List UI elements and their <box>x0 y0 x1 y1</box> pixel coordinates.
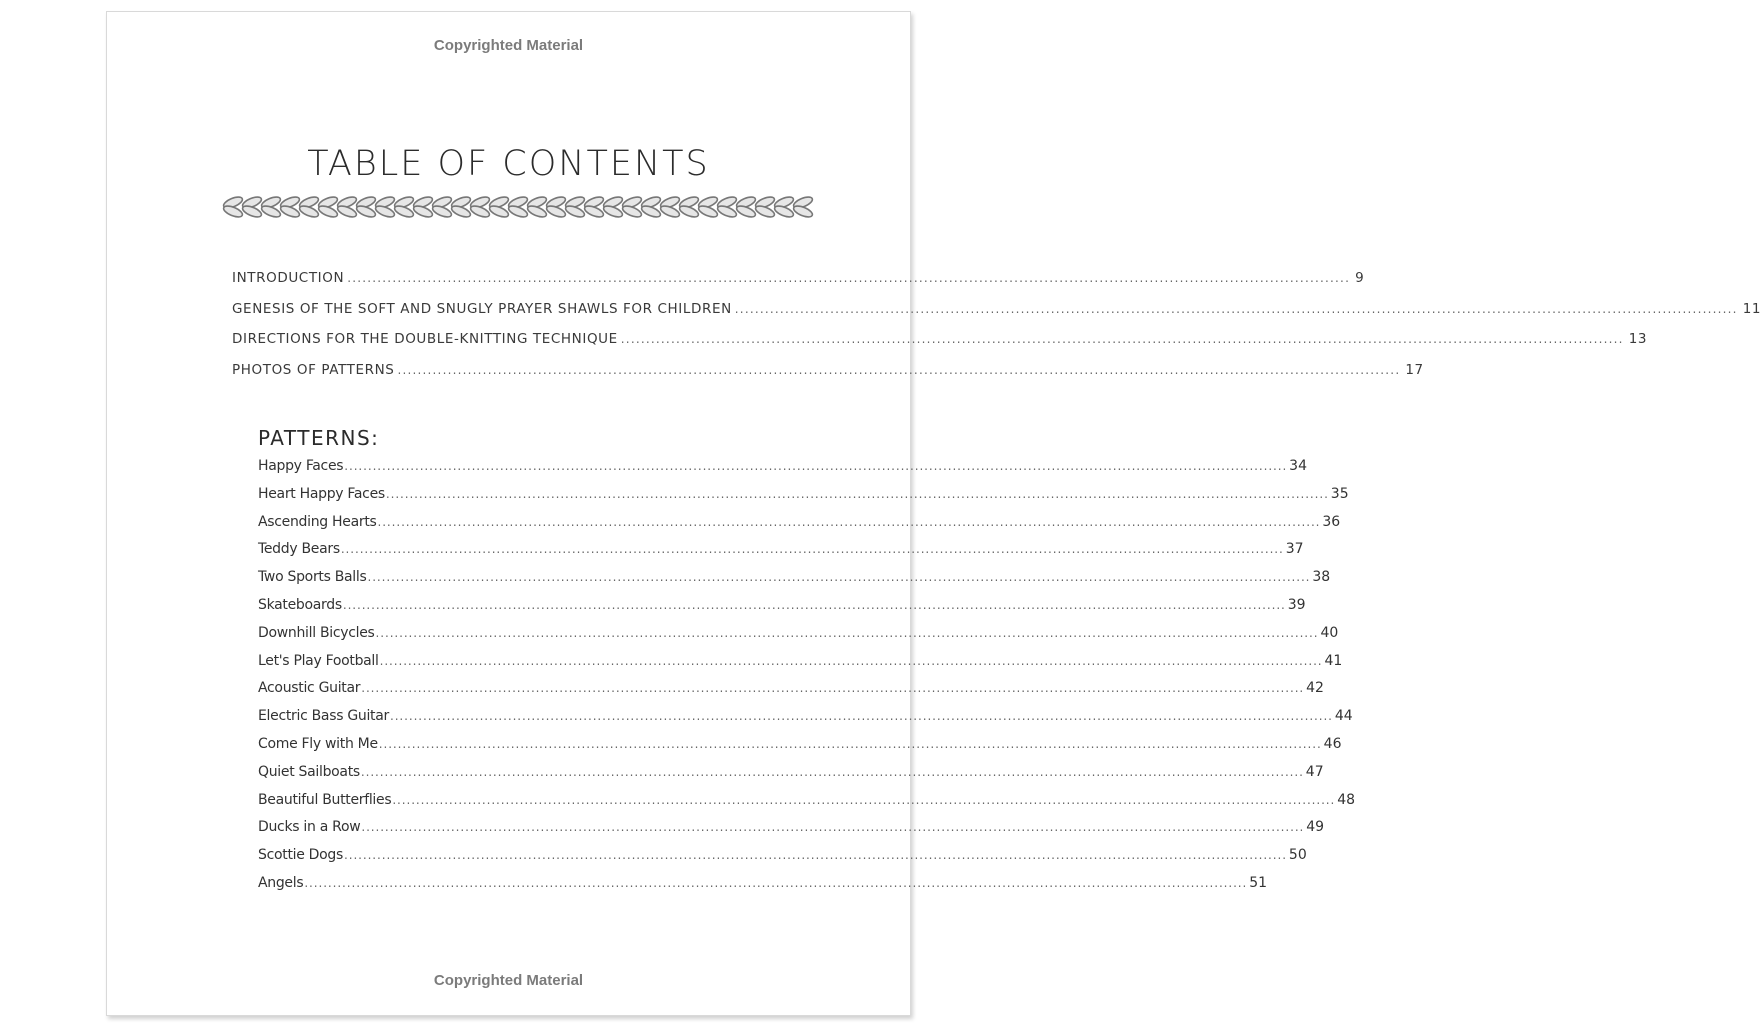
toc-entry-label: INTRODUCTION <box>232 270 345 286</box>
knit-braid-divider-icon <box>225 192 817 222</box>
dot-leader: ........................................................................................................................................................................................................ <box>360 764 1304 779</box>
pattern-entry-page: 35 <box>1330 485 1349 502</box>
pattern-entry[interactable] <box>258 569 1331 597</box>
patterns-list <box>258 458 1356 903</box>
dot-leader: ........................................................................................................................................................................................................ <box>361 681 1305 696</box>
pattern-entry-page: 51 <box>1249 874 1268 891</box>
pattern-entry[interactable] <box>258 652 1343 681</box>
pattern-entry-page: 41 <box>1324 652 1343 669</box>
pattern-entry-page: 49 <box>1306 819 1325 836</box>
toc-entry-page: 9 <box>1355 270 1365 286</box>
pattern-entry-page: 39 <box>1287 596 1306 613</box>
pattern-entry[interactable] <box>258 458 1307 486</box>
pattern-entry-page: 44 <box>1334 708 1353 725</box>
dot-leader: ........................................................................................................................................................................................................ <box>344 459 1288 473</box>
toc-main-list <box>232 270 1761 393</box>
toc-entry-label: PHOTOS OF PATTERNS <box>232 362 395 379</box>
pattern-entry[interactable] <box>258 791 1356 820</box>
dot-leader: ........................................................................................................................................................................................................ <box>378 736 1322 751</box>
dot-leader: ........................................................................................................................................................................................................ <box>375 625 1319 640</box>
pattern-entry[interactable] <box>258 680 1324 708</box>
book-page <box>106 11 1761 1016</box>
toc-entry[interactable] <box>232 331 1648 362</box>
pattern-entry-label: Teddy Bears <box>258 541 340 558</box>
dot-leader: ........................................................................................................................................................................................................ <box>385 486 1329 501</box>
toc-entry[interactable] <box>232 362 1424 393</box>
toc-entry-page: 13 <box>1628 331 1648 348</box>
pattern-entry-page: 47 <box>1305 763 1324 780</box>
pattern-entry[interactable] <box>258 513 1341 542</box>
pattern-entry-label: Ascending Hearts <box>258 513 377 530</box>
dot-leader: ........................................................................................................................................................................................................ <box>340 542 1284 557</box>
dot-leader: ........................................................................................................................................................................................................ <box>734 301 1738 316</box>
copyright-watermark-top: Copyrighted Material <box>433 37 584 54</box>
dot-leader: ........................................................................................................................................................................................................ <box>344 848 1287 863</box>
pattern-entry-page: 42 <box>1306 680 1324 697</box>
pattern-entry-label: Scottie Dogs <box>258 847 344 864</box>
pattern-entry[interactable] <box>258 819 1325 847</box>
pattern-entry-page: 46 <box>1323 735 1342 752</box>
pattern-entry[interactable] <box>258 485 1349 514</box>
dot-leader: ........................................................................................................................................................................................................ <box>361 820 1305 835</box>
dot-leader: ........................................................................................................................................................................................................ <box>397 363 1401 378</box>
pattern-entry[interactable] <box>258 763 1324 792</box>
toc-entry[interactable] <box>232 270 1365 301</box>
pattern-entry[interactable] <box>258 624 1339 653</box>
pattern-entry[interactable] <box>258 541 1304 569</box>
pattern-entry-page: 34 <box>1289 458 1307 474</box>
pattern-entry-label: Beautiful Butterflies <box>258 791 392 808</box>
pattern-entry[interactable] <box>258 596 1306 625</box>
toc-entry-label: DIRECTIONS FOR THE DOUBLE-KNITTING TECHNIQUE <box>232 331 618 348</box>
pattern-entry-label: Heart Happy Faces <box>258 485 385 502</box>
dot-leader: ........................................................................................................................................................................................................ <box>392 792 1336 807</box>
page-title: TABLE OF CONTENTS <box>307 144 710 184</box>
pattern-entry-label: Angels <box>258 874 304 891</box>
toc-entry-label: GENESIS OF THE SOFT AND SNUGLY PRAYER SHAWLS FOR CHILDREN <box>232 300 732 317</box>
copyright-watermark-bottom: Copyrighted Material <box>433 972 584 989</box>
pattern-entry-label: Downhill Bicycles <box>258 624 375 641</box>
toc-entry[interactable] <box>232 300 1761 332</box>
patterns-heading: PATTERNS: <box>258 426 380 450</box>
pattern-entry-page: 48 <box>1337 791 1356 808</box>
dot-leader: ........................................................................................................................................................................................................ <box>304 875 1248 890</box>
dot-leader: ........................................................................................................................................................................................................ <box>342 597 1286 612</box>
dot-leader: ........................................................................................................................................................................................................ <box>620 332 1624 347</box>
pattern-entry-page: 38 <box>1312 569 1331 586</box>
pattern-entry-label: Electric Bass Guitar <box>258 708 389 725</box>
toc-entry-page: 11 <box>1742 300 1761 317</box>
pattern-entry[interactable] <box>258 708 1353 736</box>
pattern-entry[interactable] <box>258 847 1307 875</box>
pattern-entry-label: Two Sports Balls <box>258 569 367 586</box>
dot-leader: ........................................................................................................................................................................................................ <box>377 514 1321 529</box>
pattern-entry[interactable] <box>258 735 1342 764</box>
pattern-entry-label: Let's Play Football <box>258 652 379 669</box>
pattern-entry-label: Quiet Sailboats <box>258 763 360 780</box>
pattern-entry-page: 37 <box>1285 541 1304 558</box>
pattern-entry-label: Come Fly with Me <box>258 735 378 752</box>
dot-leader: ........................................................................................................................................................................................................ <box>367 570 1311 585</box>
pattern-entry-label: Skateboards <box>258 596 342 613</box>
pattern-entry-label: Happy Faces <box>258 458 344 474</box>
pattern-entry[interactable] <box>258 874 1268 903</box>
dot-leader: ........................................................................................................................................................................................................ <box>390 709 1333 724</box>
pattern-entry-label: Ducks in a Row <box>258 819 361 836</box>
dot-leader: ........................................................................................................................................................................................................ <box>347 271 1351 285</box>
pattern-entry-page: 40 <box>1320 624 1339 641</box>
pattern-entry-page: 36 <box>1322 513 1341 530</box>
toc-entry-page: 17 <box>1405 362 1424 379</box>
dot-leader: ........................................................................................................................................................................................................ <box>379 653 1323 668</box>
pattern-entry-page: 50 <box>1288 847 1307 864</box>
pattern-entry-label: Acoustic Guitar <box>258 680 361 697</box>
